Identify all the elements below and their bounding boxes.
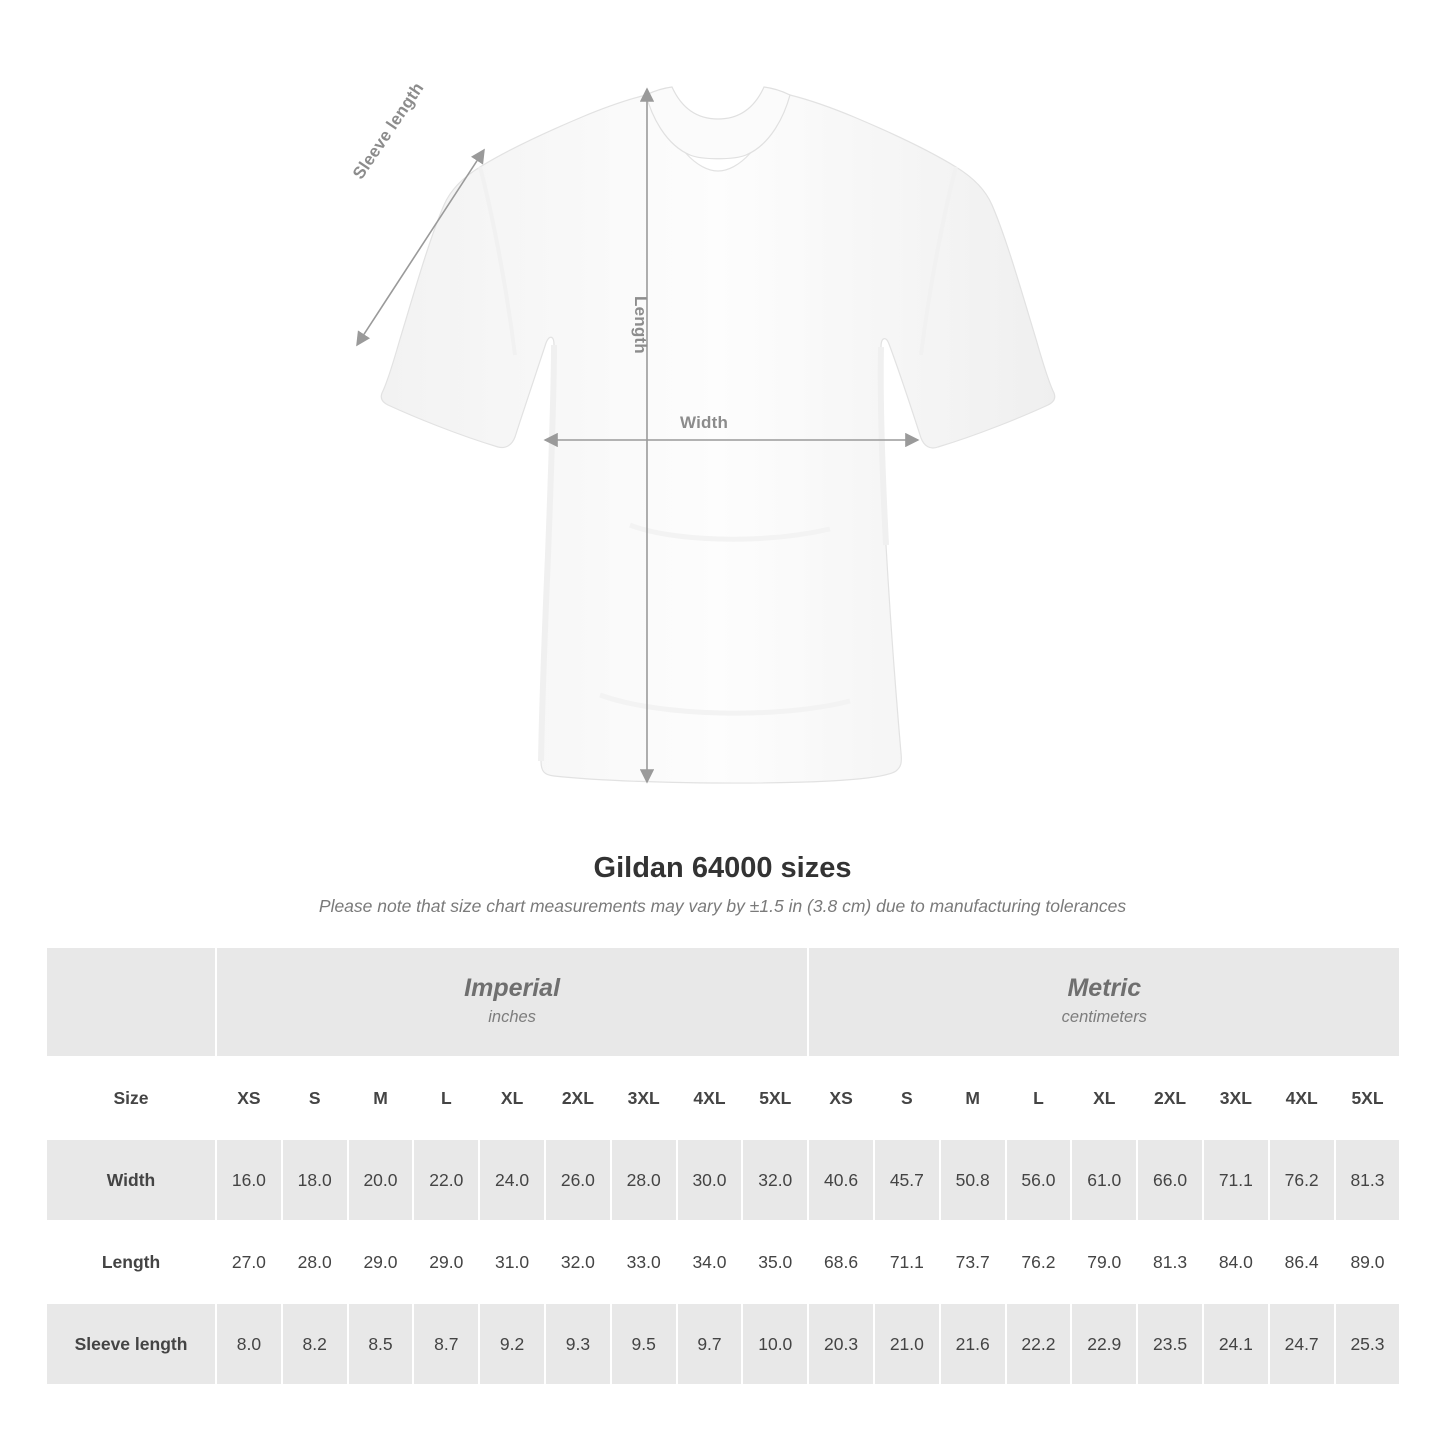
cell: 25.3 <box>1335 1303 1401 1385</box>
column-header-cell: L <box>413 1057 479 1139</box>
sleeve-length-label: Sleeve length <box>349 78 428 183</box>
cell: 9.3 <box>545 1303 611 1385</box>
cell: 22.9 <box>1071 1303 1137 1385</box>
column-header-cell: 2XL <box>545 1057 611 1139</box>
cell: 79.0 <box>1071 1221 1137 1303</box>
cell: 50.8 <box>940 1139 1006 1221</box>
unit-header-row <box>46 947 1400 1057</box>
unit-group-metric <box>808 947 1400 1057</box>
table-header-row <box>46 1057 1400 1139</box>
cell: 68.6 <box>808 1221 874 1303</box>
cell: 10.0 <box>742 1303 808 1385</box>
cell: 8.2 <box>282 1303 348 1385</box>
table-row <box>46 1303 1400 1385</box>
cell: 86.4 <box>1269 1221 1335 1303</box>
cell: 35.0 <box>742 1221 808 1303</box>
column-header-cell: 2XL <box>1137 1057 1203 1139</box>
cell: 71.1 <box>1203 1139 1269 1221</box>
cell: 8.0 <box>216 1303 282 1385</box>
cell: 71.1 <box>874 1221 940 1303</box>
row-header-width: Width <box>46 1139 216 1221</box>
width-label: Width <box>680 413 729 432</box>
cell: 24.7 <box>1269 1303 1335 1385</box>
size-chart-table-wrap <box>45 946 1401 1386</box>
column-header-cell: L <box>1006 1057 1072 1139</box>
cell: 29.0 <box>348 1221 414 1303</box>
unit-metric-name: Metric <box>1067 974 1142 1003</box>
tshirt-shape <box>381 87 1055 783</box>
cell: 73.7 <box>940 1221 1006 1303</box>
cell: 34.0 <box>677 1221 743 1303</box>
column-header-cell: M <box>348 1057 414 1139</box>
cell: 24.1 <box>1203 1303 1269 1385</box>
column-header-cell: 3XL <box>611 1057 677 1139</box>
cell: 32.0 <box>545 1221 611 1303</box>
cell: 32.0 <box>742 1139 808 1221</box>
cell: 76.2 <box>1006 1221 1072 1303</box>
cell: 9.7 <box>677 1303 743 1385</box>
column-header-cell: 5XL <box>1335 1057 1401 1139</box>
cell: 33.0 <box>611 1221 677 1303</box>
cell: 30.0 <box>677 1139 743 1221</box>
cell: 16.0 <box>216 1139 282 1221</box>
cell: 31.0 <box>479 1221 545 1303</box>
table-row <box>46 1221 1400 1303</box>
column-header-cell: S <box>874 1057 940 1139</box>
column-header-cell: XL <box>1071 1057 1137 1139</box>
cell: 29.0 <box>413 1221 479 1303</box>
unit-imperial-name: Imperial <box>464 974 561 1003</box>
unit-group-imperial <box>216 947 808 1057</box>
row-header-sleeve-length: Sleeve length <box>46 1303 216 1385</box>
table-row <box>46 1139 1400 1221</box>
unit-imperial-sub: inches <box>488 1008 536 1027</box>
cell: 56.0 <box>1006 1139 1072 1221</box>
cell: 8.7 <box>413 1303 479 1385</box>
cell: 28.0 <box>611 1139 677 1221</box>
column-header-cell: 4XL <box>1269 1057 1335 1139</box>
cell: 45.7 <box>874 1139 940 1221</box>
cell: 27.0 <box>216 1221 282 1303</box>
column-header-cell: XS <box>216 1057 282 1139</box>
cell: 22.0 <box>413 1139 479 1221</box>
column-header-cell: M <box>940 1057 1006 1139</box>
page-title: Gildan 64000 sizes <box>593 852 852 884</box>
size-chart-table <box>45 946 1401 1386</box>
column-header-cell: S <box>282 1057 348 1139</box>
column-header-cell: 4XL <box>677 1057 743 1139</box>
row-header-length: Length <box>46 1221 216 1303</box>
cell: 9.2 <box>479 1303 545 1385</box>
tshirt-diagram-svg <box>330 55 1090 815</box>
cell: 81.3 <box>1335 1139 1401 1221</box>
cell: 26.0 <box>545 1139 611 1221</box>
cell: 61.0 <box>1071 1139 1137 1221</box>
cell: 9.5 <box>611 1303 677 1385</box>
cell: 89.0 <box>1335 1221 1401 1303</box>
column-header-cell: 5XL <box>742 1057 808 1139</box>
column-header-cell: XL <box>479 1057 545 1139</box>
unit-metric-sub: centimeters <box>1061 1008 1147 1027</box>
cell: 40.6 <box>808 1139 874 1221</box>
cell: 22.2 <box>1006 1303 1072 1385</box>
cell: 66.0 <box>1137 1139 1203 1221</box>
cell: 21.0 <box>874 1303 940 1385</box>
cell: 84.0 <box>1203 1221 1269 1303</box>
unit-header-spacer <box>46 947 216 1057</box>
cell: 24.0 <box>479 1139 545 1221</box>
cell: 18.0 <box>282 1139 348 1221</box>
cell: 28.0 <box>282 1221 348 1303</box>
cell: 23.5 <box>1137 1303 1203 1385</box>
cell: 21.6 <box>940 1303 1006 1385</box>
cell: 81.3 <box>1137 1221 1203 1303</box>
cell: 8.5 <box>348 1303 414 1385</box>
column-header-cell: XS <box>808 1057 874 1139</box>
column-header-cell: 3XL <box>1203 1057 1269 1139</box>
cell: 20.0 <box>348 1139 414 1221</box>
cell: 76.2 <box>1269 1139 1335 1221</box>
tolerance-note: Please note that size chart measurements may vary by ±1.5 in (3.8 cm) due to manufacturing tolerances <box>318 896 1127 916</box>
column-header-size: Size <box>46 1057 216 1139</box>
length-label: Length <box>631 296 650 354</box>
cell: 20.3 <box>808 1303 874 1385</box>
